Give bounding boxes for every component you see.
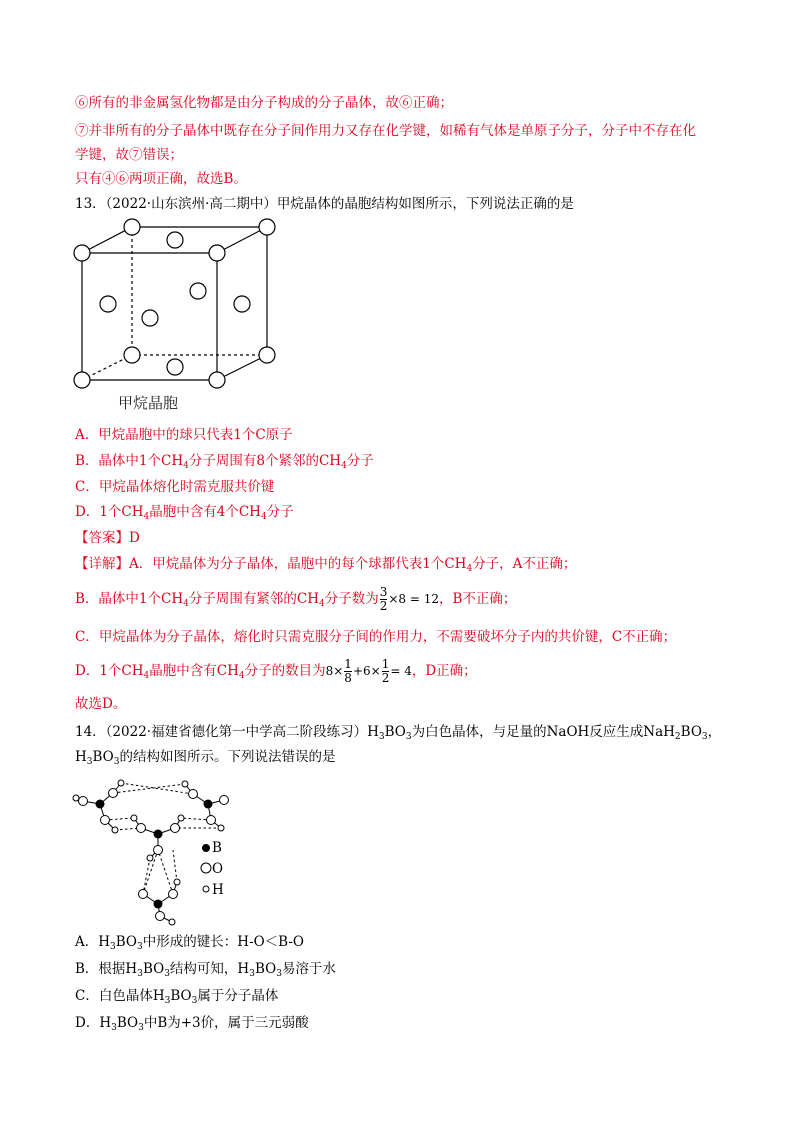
figure-caption: 甲烷晶胞 <box>118 394 179 412</box>
legend-b-label: B <box>212 840 222 856</box>
q13-explanation-c: C．甲烷晶体为分子晶体，熔化时只需克服分子间的作用力，不需要破坏分子内的共价键，C不正确； <box>75 629 677 645</box>
q13-explanation-d: D．1个$CH_4$晶胞中含有$CH_4$分子的数目为8× $\frac{1}{8}$ +6× $\frac{1}{2}$ = 4，D正确； <box>75 657 477 685</box>
q14-option-d: D．$H_3BO_3$中B为+3价，属于三元弱酸 <box>75 1015 309 1033</box>
q14-option-c: C．白色晶体$H_3BO_3$属于分子晶体 <box>75 988 279 1006</box>
legend-h-label: H <box>212 882 224 898</box>
explanation-line-6: ⑥所有的非金属氢化物都是由分子构成的分子晶体，故⑥正确； <box>75 95 453 111</box>
boric-acid-structure-figure <box>68 776 268 936</box>
methane-unit-cell-figure <box>70 215 290 415</box>
q13-explanation-a: 【详解】A．甲烷晶体为分子晶体，晶胞中的每个球都代表1个$CH_4$分子，A不正确； <box>75 556 577 574</box>
question-13-stem: 13．（2022·山东滨州·高二期中）甲烷晶体的晶胞结构如图所示，下列说法正确的是 <box>75 196 574 212</box>
question-14-stem-line2: $H_3BO_3$的结构如图所示。下列说法错误的是 <box>75 749 336 767</box>
q14-option-a: A．$H_3BO_3$中形成的键长：H-O＜B-O <box>75 934 304 952</box>
q13-final: 故选D。 <box>75 696 127 712</box>
q14-option-b: B．根据$H_3BO_3$结构可知，$H_3BO_3$易溶于水 <box>75 961 336 979</box>
legend <box>201 845 211 893</box>
explanation-line-7: ⑦并非所有的分子晶体中既存在分子间作用力又存在化学键，如稀有气体是单原子分子，分子中不存在化 <box>75 123 696 139</box>
q13-option-d: D．1个$CH_4$晶胞中含有4个$CH_4$分子 <box>75 504 294 522</box>
q13-option-a: A．甲烷晶胞中的球只代表1个C原子 <box>75 427 293 443</box>
q13-answer: 【答案】D <box>75 530 140 546</box>
q13-option-c: C．甲烷晶体熔化时需克服共价键 <box>75 479 275 495</box>
q13-explanation-b: B．晶体中1个$CH_4$分子周围有紧邻的$CH_4$分子数为 $\frac{3}{2}$ ×8 = 12，B不正确； <box>75 585 517 613</box>
explanation-line-7-cont: 学键，故⑦错误； <box>75 147 183 163</box>
q13-option-b: B．晶体中1个$CH_4$分子周围有8个紧邻的$CH_4$分子 <box>75 453 374 471</box>
explanation-conclusion: 只有④⑥两项正确，故选B。 <box>75 171 247 187</box>
legend-o-label: O <box>212 861 224 877</box>
question-14-stem-line1: 14．（2022·福建省德化第一中学高二阶段练习）$H_3BO_3$为白色晶体，与足量的NaOH反应生成$NaH_2BO_3$， <box>75 724 722 742</box>
